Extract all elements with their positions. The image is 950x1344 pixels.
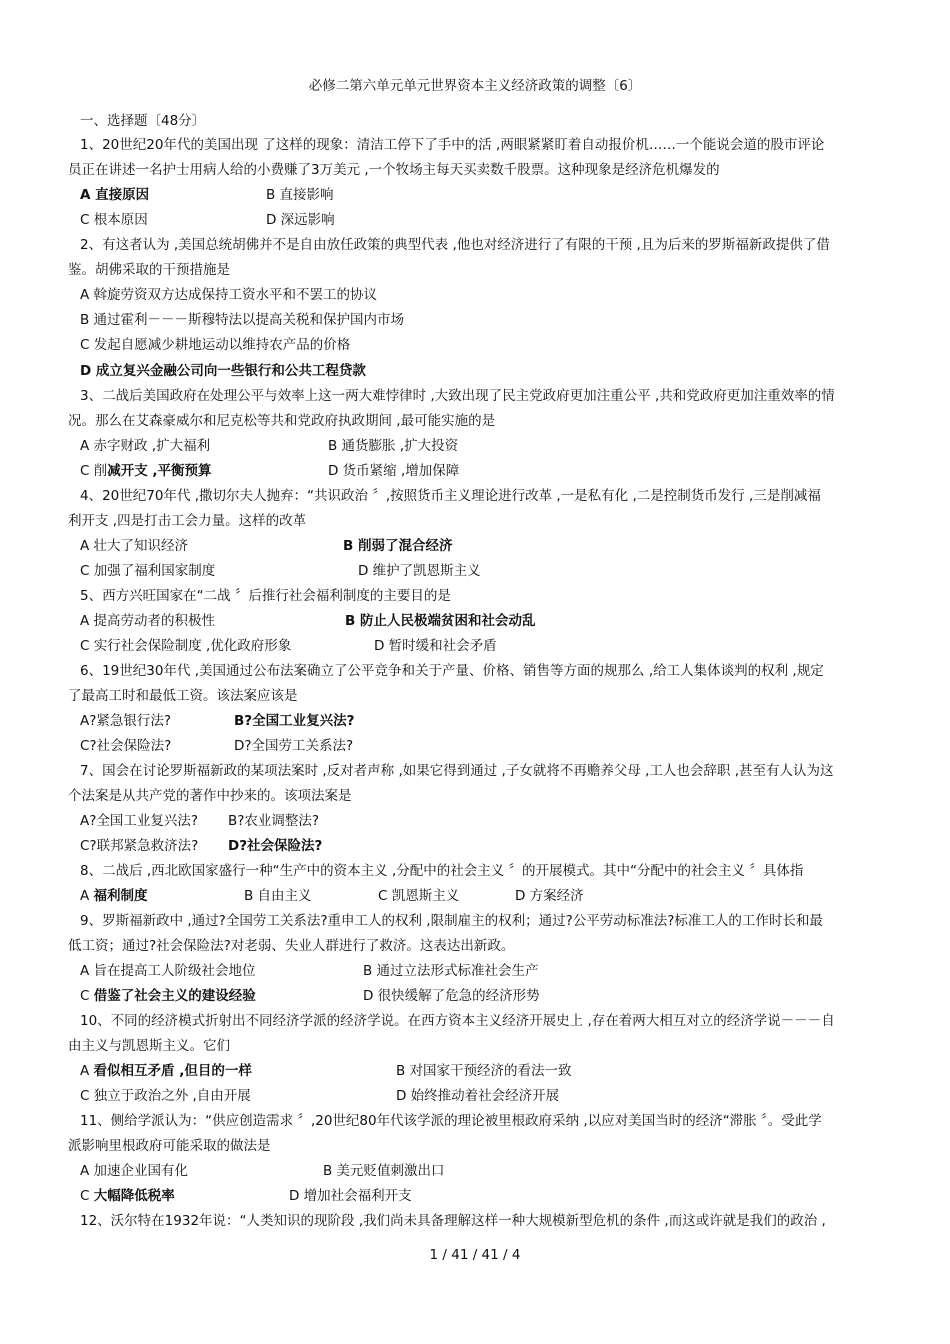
- question-2-line-2: 鉴。胡佛采取的干预措施是: [68, 262, 230, 278]
- q8-option-b: B 自由主义: [244, 888, 312, 904]
- q3-option-d: D 货币紧缩 ,增加保障: [328, 463, 460, 479]
- q2-option-b: B 通过霍利－－－斯穆特法以提高关税和保护国内市场: [80, 312, 405, 328]
- q8-option-d: D 方案经济: [515, 888, 584, 904]
- q3-option-c-prefix: C 削: [80, 463, 108, 479]
- question-1-line-2: 员正在讲述一名护士用病人给的小费赚了3万美元 ,一个牧场主每天买卖数千股票。这种现象是经济危机爆发的: [68, 162, 720, 178]
- q9-option-c-prefix: C: [80, 988, 94, 1004]
- page-number: 1 / 41 / 41 / 4: [429, 1247, 521, 1263]
- question-2-line-1: 2、有这者认为 ,美国总统胡佛并不是自由放任政策的典型代表 ,他也对经济进行了有限的干预 ,且为后来的罗斯福新政提供了借: [80, 237, 830, 253]
- q9-option-d: D 很快缓解了危急的经济形势: [363, 988, 540, 1004]
- q7-option-b: B?农业调整法?: [228, 813, 320, 829]
- q1-option-b: B 直接影响: [266, 187, 334, 203]
- question-4-line-1: 4、20世纪70年代 ,撒切尔夫人抛弃：“共识政治 〞,按照货币主义理论进行改革 ,一是私有化 ,二是控制货币发行 ,三是削减福: [80, 488, 821, 504]
- question-6-line-1: 6、19世纪30年代 ,美国通过公布法案确立了公平竞争和关于产量、价格、销售等方面的规那么 ,给工人集体谈判的权利 ,规定: [80, 663, 824, 679]
- q11-option-c: [80, 1187, 175, 1205]
- question-12-line-1: 12、沃尔特在1932年说：“人类知识的现阶段 ,我们尚未具备理解这样一种大规模新型危机的条件 ,而这或许就是我们的政治 ,: [80, 1213, 826, 1229]
- q5-option-d: D 暂时缓和社会矛盾: [374, 638, 497, 654]
- q2-option-a: A 斡旋劳资双方达成保持工资水平和不罢工的协议: [80, 287, 378, 303]
- q6-option-a: A?紧急银行法?: [80, 713, 172, 729]
- q7-option-d: D?社会保险法?: [228, 838, 323, 854]
- q9-option-c: [80, 987, 256, 1005]
- page-title: 必修二第六单元单元世界资本主义经济政策的调整〔6〕: [308, 78, 642, 94]
- q11-option-d: D 增加社会福利开支: [289, 1188, 412, 1204]
- q10-option-a-prefix: A: [80, 1063, 94, 1079]
- question-6-line-2: 了最高工时和最低工资。该法案应该是: [68, 688, 298, 704]
- q3-option-b: B 通货膨胀 ,扩大投资: [328, 438, 459, 454]
- q6-option-d: D?全国劳工关系法?: [234, 738, 354, 754]
- question-3-line-2: 况。那么在艾森豪威尔和尼克松等共和党政府执政期间 ,最可能实施的是: [68, 413, 496, 429]
- question-9-line-1: 9、罗斯福新政中 ,通过?全国劳工关系法?重申工人的权利 ,限制雇主的权利；通过?公平劳动标准法?标准工人的工作时长和最: [80, 913, 823, 929]
- question-7-line-1: 7、国会在讨论罗斯福新政的某项法案时 ,反对者声称 ,如果它得到通过 ,子女就将不再赡养父母 ,工人也会辞职 ,甚至有人认为这: [80, 763, 834, 779]
- q8-option-a-prefix: A: [80, 888, 94, 904]
- q1-option-a: A 直接原因: [80, 187, 150, 203]
- q10-option-b: B 对国家干预经济的看法一致: [396, 1063, 572, 1079]
- q1-option-d: D 深远影响: [266, 212, 335, 228]
- q9-option-a: A 旨在提高工人阶级社会地位: [80, 963, 256, 979]
- q9-option-b: B 通过立法形式标准社会生产: [363, 963, 539, 979]
- q6-option-c: C?社会保险法?: [80, 738, 172, 754]
- q1-option-c: C 根本原因: [80, 212, 148, 228]
- question-8-line-1: 8、二战后 ,西北欧国家盛行一种“生产中的资本主义 ,分配中的社会主义 〞的开展模式。其中“分配中的社会主义 〞具体指: [80, 863, 804, 879]
- q10-option-a: [80, 1062, 252, 1080]
- q10-option-a-answer: 看似相互矛盾 ,但目的一样: [93, 1063, 252, 1079]
- question-11-line-2: 派影响里根政府可能采取的做法是: [68, 1138, 271, 1154]
- q10-option-d: D 始终推动着社会经济开展: [396, 1088, 560, 1104]
- q3-option-c-answer: 减开支 ,平衡预算: [107, 463, 212, 479]
- q2-option-d: D 成立复兴金融公司向一些银行和公共工程贷款: [80, 363, 366, 379]
- q11-option-c-prefix: C: [80, 1188, 94, 1204]
- q8-option-a-answer: 福利制度: [93, 888, 148, 904]
- q8-option-c: C 凯恩斯主义: [378, 888, 460, 904]
- q10-option-c: C 独立于政治之外 ,自由开展: [80, 1088, 251, 1104]
- question-1-line-1: 1、20世纪20年代的美国出现 了这样的现象：清洁工停下了手中的活 ,两眼紧紧盯着自动报价机……一个能说会道的股市评论: [80, 137, 825, 153]
- q2-option-c: C 发起自愿减少耕地运动以维持农产品的价格: [80, 337, 351, 353]
- q4-option-c: C 加强了福利国家制度: [80, 563, 216, 579]
- q7-option-c: C?联邦紧急救济法?: [80, 838, 199, 854]
- question-11-line-1: 11、侧给学派认为：“供应创造需求 〞,20世纪80年代该学派的理论被里根政府采纳 ,以应对美国当时的经济“滞胀 〞。受此学: [80, 1113, 822, 1129]
- question-10-line-1: 10、不同的经济模式折射出不同经济学派的经济学说。在西方资本主义经济开展史上 ,存在着两大相互对立的经济学说－－－自: [80, 1013, 835, 1029]
- q5-option-c: C 实行社会保险制度 ,优化政府形象: [80, 638, 292, 654]
- q7-option-a: A?全国工业复兴法?: [80, 813, 199, 829]
- q5-option-b: B 防止人民极端贫困和社会动乱: [345, 613, 536, 629]
- q8-option-a: [80, 887, 148, 905]
- q6-option-b: B?全国工业复兴法?: [234, 713, 355, 729]
- question-5-line-1: 5、西方兴旺国家在“二战 〞后推行社会福利制度的主要目的是: [80, 588, 451, 604]
- q9-option-c-answer: 借鉴了社会主义的建设经验: [93, 988, 256, 1004]
- question-9-line-2: 低工资；通过?社会保险法?对老弱、失业人群进行了救济。这表达出新政。: [68, 938, 515, 954]
- question-7-line-2: 个法案是从共产党的著作中抄来的。该项法案是: [68, 788, 352, 804]
- section-heading: 一、选择题〔48分〕: [80, 113, 206, 129]
- question-3-line-1: 3、二战后美国政府在处理公平与效率上这一两大难悖律时 ,大致出现了民主党政府更加注重公平 ,共和党政府更加注重效率的情: [80, 388, 835, 404]
- q4-option-a: A 壮大了知识经济: [80, 538, 189, 554]
- q4-option-b: B 削弱了混合经济: [343, 538, 453, 554]
- q3-option-a: A 赤字财政 ,扩大福利: [80, 438, 211, 454]
- question-10-line-2: 由主义与凯恩斯主义。它们: [68, 1038, 230, 1054]
- q3-option-c: [80, 462, 212, 480]
- question-4-line-2: 利开支 ,四是打击工会力量。这样的改革: [68, 513, 307, 529]
- q4-option-d: D 维护了凯恩斯主义: [358, 563, 481, 579]
- q11-option-a: A 加速企业国有化: [80, 1163, 189, 1179]
- q11-option-b: B 美元贬值刺激出口: [323, 1163, 445, 1179]
- q5-option-a: A 提高劳动者的积极性: [80, 613, 216, 629]
- q11-option-c-answer: 大幅降低税率: [93, 1188, 175, 1204]
